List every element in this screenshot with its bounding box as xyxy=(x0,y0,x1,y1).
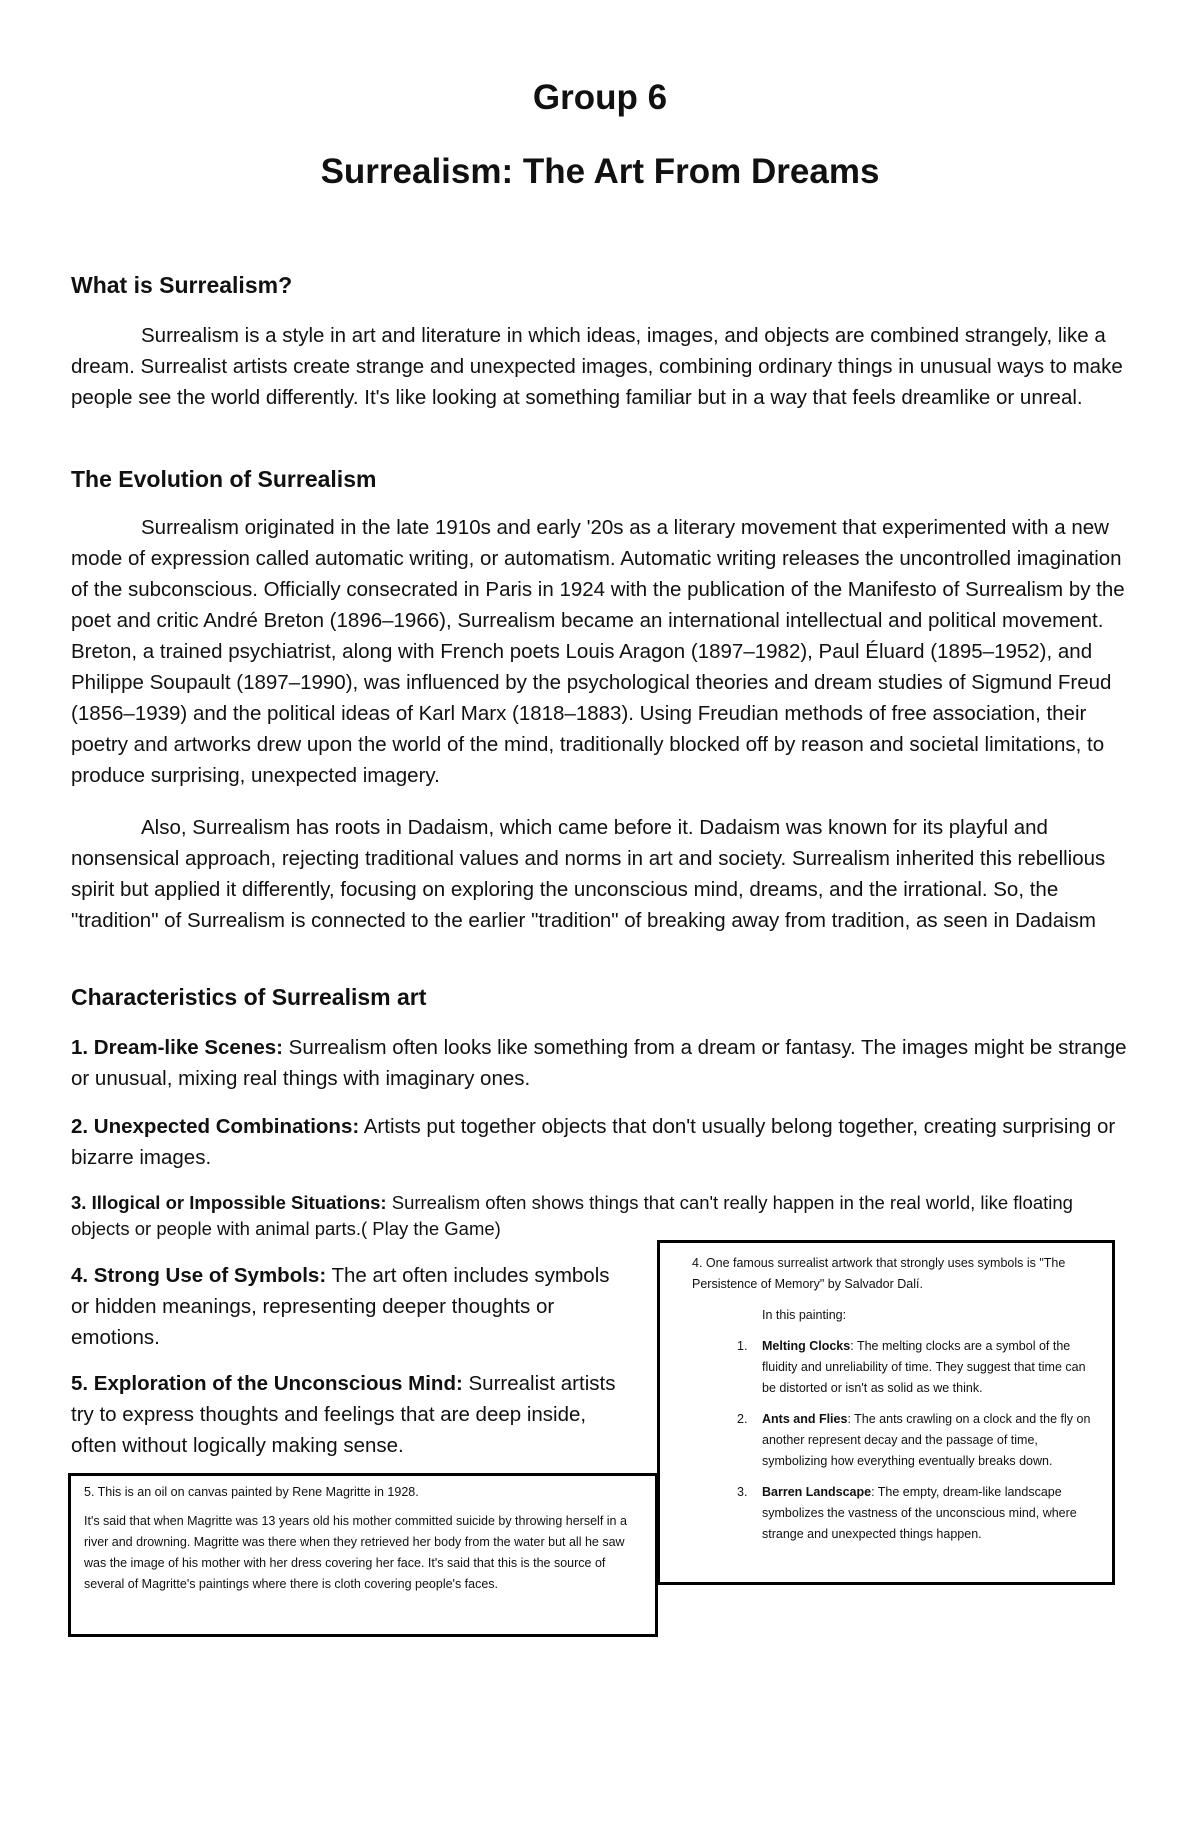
dali-artwork-title: "The Persistence of Memory" xyxy=(692,1256,1066,1291)
characteristic-item xyxy=(71,1368,631,1461)
list-item xyxy=(692,1336,1098,1399)
dali-intro-text: 4. One famous surrealist artwork that strongly uses symbols is xyxy=(692,1256,1040,1270)
what-paragraph: Surrealism is a style in art and literature in which ideas, images, and objects are combined strangely, like a dream. Surrealist artists create strange and unexpected images, combining ordinary things in unusual ways to make people see the world differently. It's like looking at something familiar but in a way that feels dreamlike or unreal. xyxy=(71,324,1123,409)
dali-intro-artist: by Salvador Dalí. xyxy=(824,1277,923,1291)
list-number: 3. xyxy=(737,1485,748,1499)
characteristic-label: 3. Illogical or Impossible Situations: xyxy=(71,1192,387,1213)
characteristic-text: Surrealist artists try to express thoughts and feelings that are deep inside, often without logically making sense. xyxy=(71,1372,616,1457)
symbol-text: : The ants crawling on a clock and the fly on another represent decay and the passage of time, symbolizing how everything eventually breaks down. xyxy=(762,1412,1091,1468)
list-number: 2. xyxy=(737,1412,748,1426)
characteristics-heading: Characteristics of Surrealism art xyxy=(71,984,427,1010)
magritte-note-box xyxy=(68,1473,658,1637)
dali-symbol-list xyxy=(692,1336,1098,1545)
evolution-paragraph-2: Also, Surrealism has roots in Dadaism, which came before it. Dadaism was known for its playful and nonsensical approach, rejecting traditional values and norms in art and society. Surrealism inherited this rebellious spirit but applied it differently, focusing on exploring the unconscious mind, dreams, and the irrational. So, the "tradition" of Surrealism is connected to the earlier "tradition" of breaking away from tradition, as seen in Dadaism xyxy=(71,816,1106,932)
characteristic-item xyxy=(71,1190,1131,1242)
magritte-caption: 5. This is an oil on canvas painted by Rene Magritte in 1928. xyxy=(84,1485,419,1499)
characteristic-text: Surrealism often shows things that can't really happen in the real world, like floating objects or people with animal parts.( Play the Game) xyxy=(71,1192,1073,1239)
symbol-label: Melting Clocks xyxy=(762,1339,851,1353)
characteristic-label: 2. Unexpected Combinations: xyxy=(71,1115,360,1138)
what-heading: What is Surrealism? xyxy=(71,272,293,298)
characteristic-text: Artists put together objects that don't usually belong together, creating surprising or bizarre images. xyxy=(71,1115,1116,1169)
list-item xyxy=(692,1409,1098,1472)
characteristic-label: 5. Exploration of the Unconscious Mind: xyxy=(71,1372,463,1395)
evolution-paragraph-1: Surrealism originated in the late 1910s and early '20s as a literary movement that experimented with a new mode of expression called automatic writing, or automatism. Automatic writing releases the uncontrolled imagination of the subconscious. Officially consecrated in Paris in 1924 with the publication of the Manifesto of Surrealism by the poet and critic André Breton (1896–1966), Surrealism became an international intellectual and political movement. Breton, a trained psychiatrist, along with French poets Louis Aragon (1897–1982), Paul Éluard (1895–1952), and Philippe Soupault (1897–1990), was influenced by the psychological theories and dream studies of Sigmund Freud (1856–1939) and the political ideas of Karl Marx (1818–1883). Using Freudian methods of free association, their poetry and artworks drew upon the world of the mind, traditionally blocked off by reason and societal limitations, to produce surprising, unexpected imagery. xyxy=(71,516,1125,787)
dali-intro xyxy=(692,1253,1098,1295)
characteristic-text: Surrealism often looks like something from a dream or fantasy. The images might be strange or unusual, mixing real things with imaginary ones. xyxy=(71,1036,1127,1090)
symbol-text: : The melting clocks are a symbol of the fluidity and unreliability of time. They suggest that time can be distorted or isn't as solid as we think. xyxy=(762,1339,1086,1395)
symbol-text: : The empty, dream-like landscape symbolizes the vastness of the unconscious mind, where strange and unexpected things happen. xyxy=(762,1485,1077,1541)
group-heading: Group 6 xyxy=(532,78,668,117)
magritte-story: It's said that when Magritte was 13 years old his mother committed suicide by throwing herself in a river and drowning. Magritte was there when they retrieved her body from the water but all he saw was the image of his mother with her dress covering her face. It's said that this is the source of several of Magritte's paintings where there is cloth covering people's faces. xyxy=(84,1514,627,1591)
characteristic-item xyxy=(71,1111,1131,1173)
characteristic-item xyxy=(71,1260,611,1353)
page-title: Surrealism: The Art From Dreams xyxy=(320,152,880,191)
symbol-label: Ants and Flies xyxy=(762,1412,848,1426)
characteristic-label: 1. Dream-like Scenes: xyxy=(71,1036,283,1059)
characteristic-label: 4. Strong Use of Symbols: xyxy=(71,1264,327,1287)
symbol-label: Barren Landscape xyxy=(762,1485,872,1499)
evolution-heading: The Evolution of Surrealism xyxy=(71,466,377,492)
dali-in-this-painting: In this painting: xyxy=(762,1308,847,1322)
list-item xyxy=(692,1482,1098,1545)
list-number: 1. xyxy=(737,1339,748,1353)
characteristic-text: The art often includes symbols or hidden meanings, representing deeper thoughts or emotions. xyxy=(71,1264,610,1349)
characteristic-item xyxy=(71,1032,1131,1094)
dali-note-box xyxy=(657,1240,1115,1585)
